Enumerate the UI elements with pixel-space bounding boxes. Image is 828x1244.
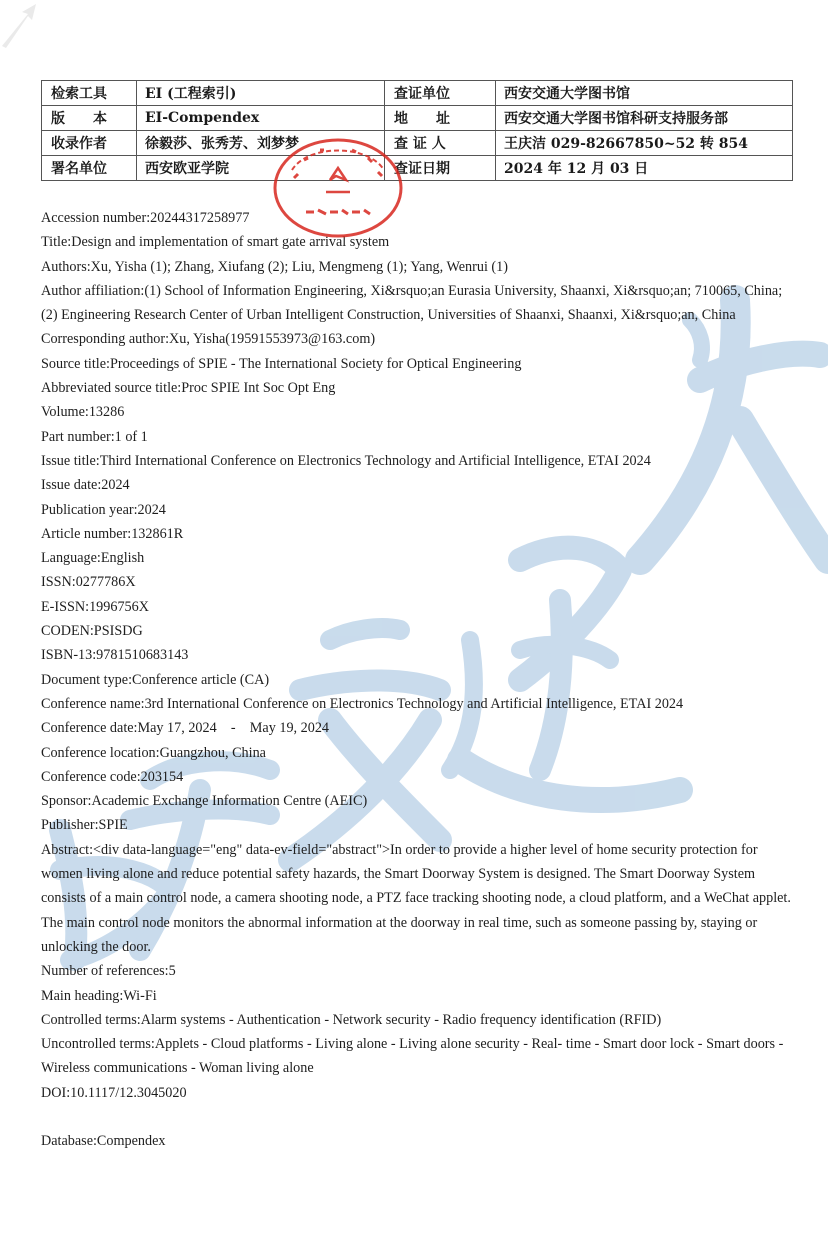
database: Database:Compendex [41, 1133, 166, 1150]
volume: Volume:13286 [41, 404, 125, 421]
language: Language:English [41, 550, 145, 567]
table-row [42, 81, 793, 106]
isbn-13: ISBN-13:9781510683143 [41, 647, 189, 664]
verification-table [41, 80, 793, 181]
abstract: Abstract:<div data-language="eng" data-ev-field="abstract">In order to provide a higher level of home security protection for women living alone and reduce potential safety hazards, the Smart Doorway System is designed. The Smart Doorway System consists of a main control node, a camera shooting node, a PTZ face tracking shooting node, a cloud platform, and a WeChat applet. The main control node monitors the abnormal information at the doorway in real time, such as someone passing by, staying or unlocking the door. [41, 841, 791, 955]
cell-label: 查 证 人 [385, 131, 496, 156]
document-type: Document type:Conference article (CA) [41, 671, 270, 688]
issue-date: Issue date:2024 [41, 477, 130, 494]
cell-label: 地 址 [385, 106, 496, 131]
publisher: Publisher:SPIE [41, 817, 128, 834]
cell-label: 署名单位 [42, 156, 137, 181]
ei-record [41, 206, 801, 1154]
accession-number: Accession number:20244317258977 [41, 210, 250, 226]
coden: CODEN:PSISDG [41, 623, 143, 640]
source-title: Source title:Proceedings of SPIE - The International Society for Optical Engineering [41, 355, 522, 372]
conference-code: Conference code:203154 [41, 768, 184, 785]
table-row [42, 131, 793, 156]
spacer [41, 1105, 801, 1129]
publication-year: Publication year:2024 [41, 501, 166, 518]
corner-arrow-mark [0, 0, 40, 50]
library-seal-stamp [268, 130, 408, 240]
corresponding-author: Corresponding author:Xu, Yisha(19591553973@163.com) [41, 331, 376, 348]
controlled-terms: Controlled terms:Alarm systems - Authentication - Network security - Radio frequency identification (RFID) [41, 1011, 662, 1028]
e-issn: E-ISSN:1996756X [41, 598, 149, 615]
cell-label: 版 本 [42, 106, 137, 131]
conference-name: Conference name:3rd International Conference on Electronics Technology and Artificial Intelligence, ETAI 2024 [41, 695, 684, 712]
part-number: Part number:1 of 1 [41, 428, 148, 445]
cell-value: 2024 年 12 月 03 日 [496, 156, 793, 181]
cell-value: 徐毅莎、张秀芳、刘梦梦 [137, 131, 385, 156]
table-row [42, 156, 793, 181]
authors: Authors:Xu, Yisha (1); Zhang, Xiufang (2); Liu, Mengmeng (1); Yang, Wenrui (1) [41, 258, 508, 275]
cell-value: 西安欧亚学院 [137, 156, 385, 181]
issue-title: Issue title:Third International Conference on Electronics Technology and Artificial Intelligence, ETAI 2024 [41, 452, 651, 469]
number-of-references: Number of references:5 [41, 963, 176, 980]
author-affiliation: Author affiliation:(1) School of Information Engineering, Xi&rsquo;an Eurasia University, Shaanxi, Xi&rsquo;an; 710065, China; (2) Engineering Research Center of Urban Intelligent Construction, Universities of Shaanxi, Shaanxi, Xi&rsquo;an, China [41, 282, 783, 324]
cell-label: 检索工具 [42, 81, 137, 106]
cell-label: 查证单位 [385, 81, 496, 106]
conference-location: Conference location:Guangzhou, China [41, 744, 266, 761]
table-row [42, 106, 793, 131]
article-number: Article number:132861R [41, 525, 184, 542]
cell-value: 王庆洁 029-82667850~52 转 854 [496, 131, 793, 156]
main-heading: Main heading:Wi-Fi [41, 987, 157, 1004]
uncontrolled-terms: Uncontrolled terms:Applets - Cloud platforms - Living alone - Living alone security - Real- time - Smart door lock - Smart doors - Wireless communications - Woman living alone [41, 1036, 784, 1077]
cell-label: 收录作者 [42, 131, 137, 156]
sponsor: Sponsor:Academic Exchange Information Centre (AEIC) [41, 793, 368, 810]
cell-value: EI-Compendex [137, 106, 385, 131]
abbreviated-source-title: Abbreviated source title:Proc SPIE Int Soc Opt Eng [41, 380, 336, 397]
cell-label: 查证日期 [385, 156, 496, 181]
doi: DOI:10.1117/12.3045020 [41, 1084, 187, 1101]
cell-value: 西安交通大学图书馆 [496, 81, 793, 106]
conference-date: Conference date:May 17, 2024 - May 19, 2024 [41, 720, 330, 737]
cell-value: EI (工程索引) [137, 81, 385, 106]
issn: ISSN:0277786X [41, 574, 136, 591]
cell-value: 西安交通大学图书馆科研支持服务部 [496, 106, 793, 131]
record-title: Title:Design and implementation of smart gate arrival system [41, 234, 390, 251]
